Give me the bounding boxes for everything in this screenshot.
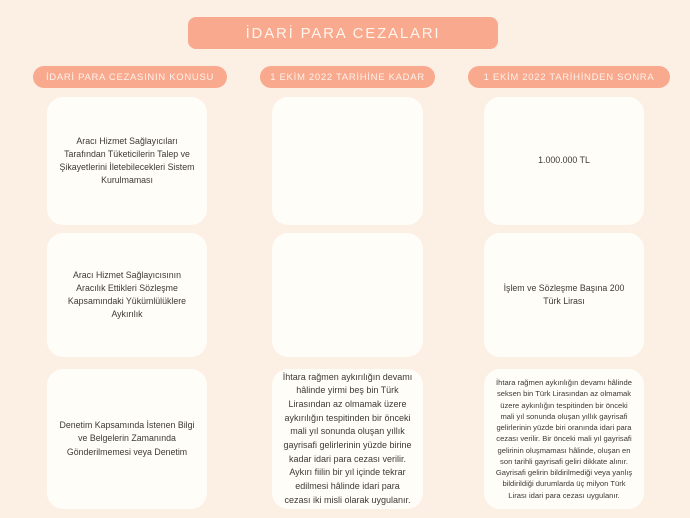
table-cell-r2-konu: Aracı Hizmet Sağlayıcısının Aracılık Ettikleri Sözleşme Kapsamındaki Yükümlülüklere Aykırılık <box>47 233 207 357</box>
table-cell-r1-konu: Aracı Hizmet Sağlayıcıları Tarafından Tüketicilerin Talep ve Şikayetlerini İletebilecekleri Sistem Kurulmaması <box>47 97 207 225</box>
table-cell-r1-sonra: 1.000.000 TL <box>484 97 644 225</box>
table-cell-r2-sonra: İşlem ve Sözleşme Başına 200 Türk Lirası <box>484 233 644 357</box>
table-cell-r3-konu: Denetim Kapsamında İstenen Bilgi ve Belgelerin Zamanında Gönderilmemesi veya Denetim <box>47 369 207 509</box>
table-cell-r2-kadar <box>272 233 423 357</box>
table-cell-r3-kadar: İhtara rağmen aykırılığın devamı hâlinde yirmi beş bin Türk Lirasından az olmamak üzere aykırılığın tespitinden bir önceki mali yıl sonunda oluşan yıllık gayrisafi gelirlerinin yüzde birine kadar idari para cezası verilir. Aykırı fiilin bir yıl içinde tekrar edilmesi hâlinde idari para cezası iki misli olarak uygulanır. <box>272 369 423 509</box>
table-cell-r3-sonra: İhtara rağmen aykırılığın devamı hâlinde seksen bin Türk Lirasından az olmamak üzere aykırılığın tespitinden bir önceki mali yıl sonunda oluşan yıllık gayrisafi gelirlerinin yüzde biri oranında idari para cezası verilir. Bir önceki mali yıl gayrisafi gelirinin oluşmaması hâlinde, oluşan en son tarihli gayrisafi geliri dikkate alınır. Gayrisafi gelirin bildirilmediği veya yanlış bildirildiği durumlarda üç milyon Türk Lirası idari para cezası uygulanır. <box>484 369 644 509</box>
column-header-kadar: 1 EKİM 2022 TARİHİNE KADAR <box>260 66 435 88</box>
column-header-sonra: 1 EKİM 2022 TARİHİNDEN SONRA <box>468 66 670 88</box>
table-cell-r1-kadar <box>272 97 423 225</box>
page-title: İDARİ PARA CEZALARI <box>188 17 498 49</box>
column-header-konu: İDARİ PARA CEZASININ KONUSU <box>33 66 227 88</box>
